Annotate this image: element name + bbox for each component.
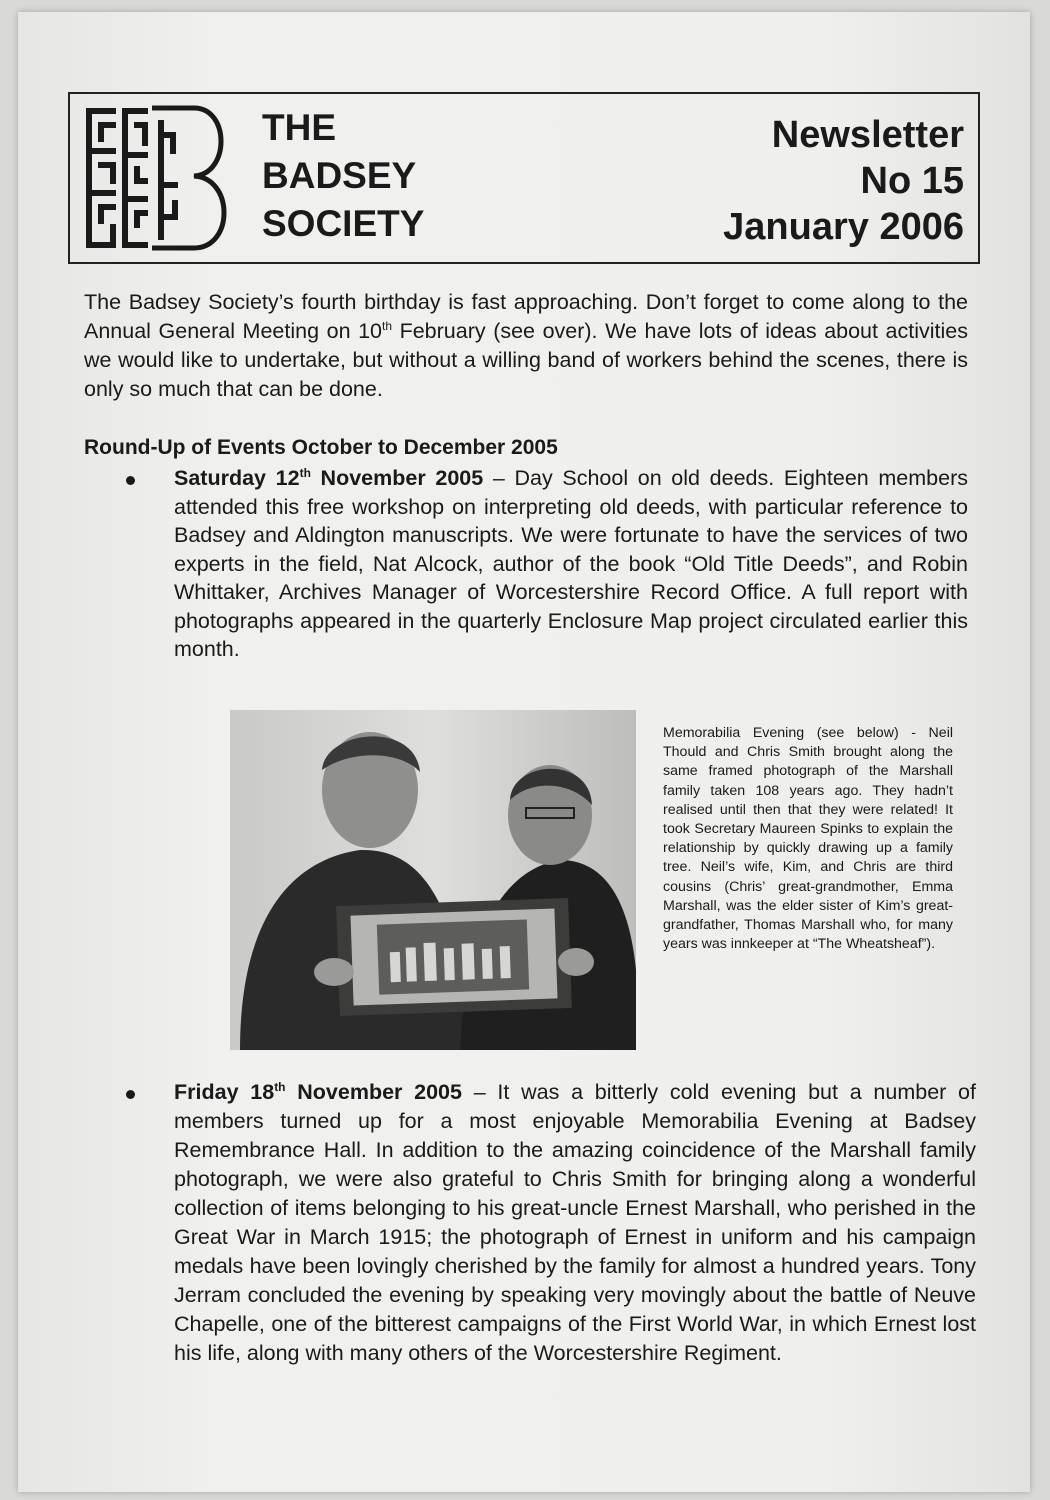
event-date-b: November 2005 bbox=[310, 466, 484, 490]
society-name-line-1: THE bbox=[262, 107, 336, 148]
society-name bbox=[262, 104, 424, 248]
section-heading: Round-Up of Events October to December 2005 bbox=[84, 436, 558, 459]
bullet-icon bbox=[126, 476, 135, 485]
event-date-sup: th bbox=[299, 465, 311, 480]
event-date bbox=[174, 1080, 462, 1104]
society-name-line-3: SOCIETY bbox=[262, 203, 425, 244]
newsletter-page bbox=[18, 12, 1030, 1492]
bullet-icon bbox=[126, 1090, 135, 1099]
event-date bbox=[174, 466, 483, 490]
marshall-family-photo bbox=[230, 710, 636, 1050]
event-date-a: Friday 18 bbox=[174, 1080, 275, 1104]
intro-sup: th bbox=[382, 318, 393, 333]
event-item-memorabilia-evening bbox=[126, 1078, 976, 1368]
intro-text-b: February (see over). We have lots of ideas about activities we would like to undertake, but without a willing band of workers behind the scenes, there is only so much that can be done. bbox=[84, 319, 968, 401]
intro-paragraph bbox=[84, 288, 968, 404]
issue-date: January 2006 bbox=[723, 206, 964, 248]
event-description: – Day School on old deeds. Eighteen members attended this free workshop on interpreting old deeds, with particular reference to Badsey and Aldington manuscripts. We were fortunate to have the services of two experts in the field, Nat Alcock, author of the book “Old Title Deeds”, and Robin Whittaker, Archives Manager of Worcestershire Record Office. A full report with photographs appeared in the quarterly Enclosure Map project circulated earlier this month. bbox=[174, 466, 968, 661]
issue-title: Newsletter bbox=[771, 114, 964, 156]
issue-number: No 15 bbox=[860, 160, 964, 202]
event-item-day-school bbox=[126, 464, 968, 664]
society-name-line-2: BADSEY bbox=[262, 155, 417, 196]
intro-text-a: The Badsey Society’s fourth birthday is fast approaching. Don’t forget to come along to the Annual General Meeting on 10 bbox=[84, 290, 968, 343]
badsey-society-logo bbox=[82, 104, 242, 252]
masthead bbox=[68, 92, 980, 264]
event-description: – It was a bitterly cold evening but a number of members turned up for a most enjoyable Memorabilia Evening at Badsey Remembrance Hall. In addition to the amazing coincidence of the Marshall family photograph, we were also grateful to Chris Smith for bringing along a wonderful collection of items belonging to his great-uncle Ernest Marshall, who perished in the Great War in March 1915; the photograph of Ernest in uniform and his campaign medals have been lovingly cherished by the family for almost a hundred years. Tony Jerram concluded the evening by speaking very movingly about the battle of Neuve Chapelle, one of the bitterest campaigns of the First World War, in which Ernest lost his life, along with many others of the Worcestershire Regiment. bbox=[174, 1080, 976, 1365]
event-date-sup: th bbox=[274, 1079, 286, 1094]
event-date-b: November 2005 bbox=[285, 1080, 462, 1104]
photo-caption: Memorabilia Evening (see below) - Neil Thould and Chris Smith brought along the same framed photograph of the Marshall family taken 108 years ago. They hadn’t realised until then that they were related! It took Secretary Maureen Spinks to explain the relationship by quickly drawing up a family tree. Neil’s wife, Kim, and Chris are third cousins (Chris’ great-grandmother, Emma Marshall, was the elder sister of Kim’s great-grandfather, Thomas Marshall who, for many years was innkeeper at “The Wheatsheaf”). bbox=[663, 725, 953, 953]
event-date-a: Saturday 12 bbox=[174, 466, 300, 490]
issue-info bbox=[723, 112, 964, 250]
